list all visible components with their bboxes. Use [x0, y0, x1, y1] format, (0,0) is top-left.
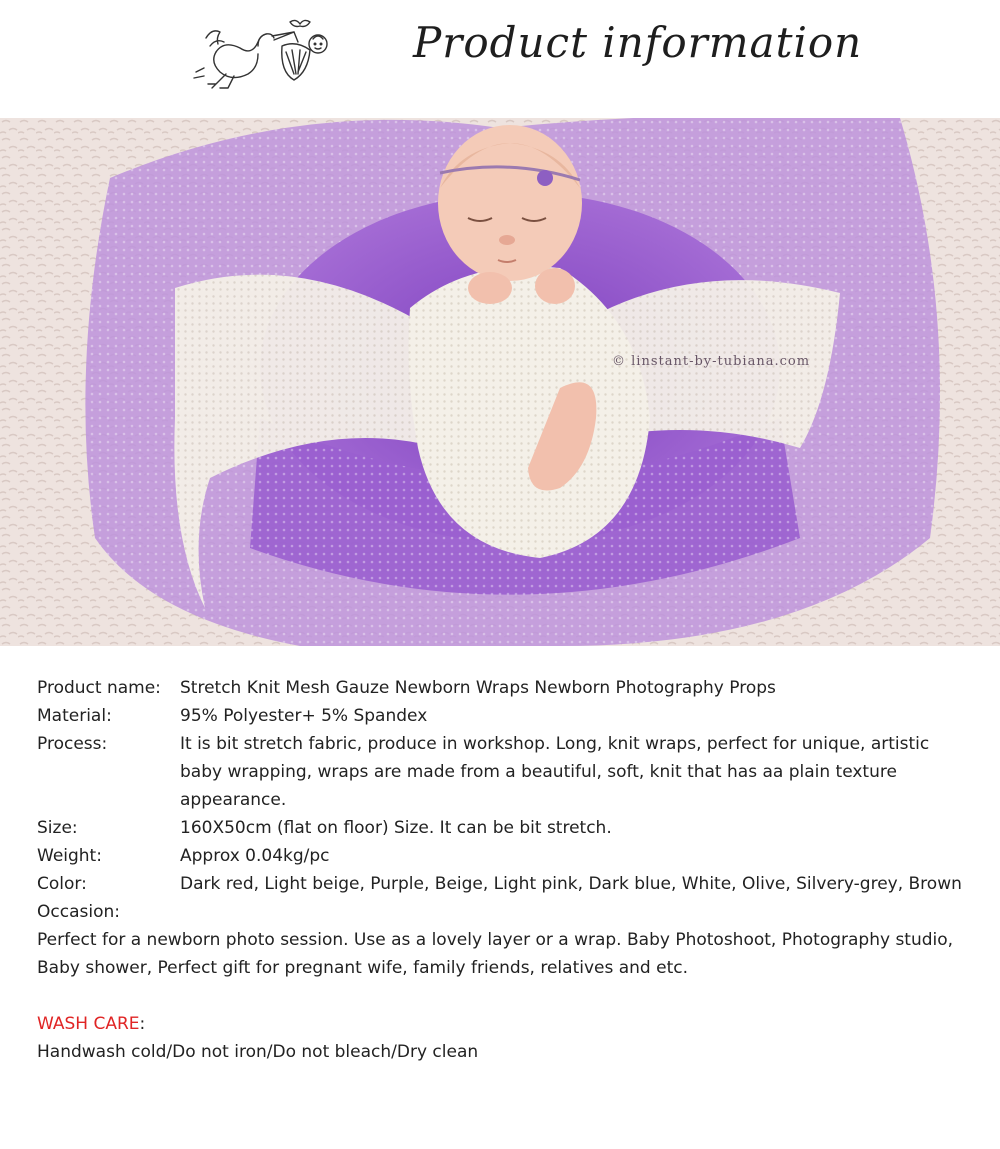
spec-label: Size:	[37, 818, 78, 838]
wash-care-colon: :	[139, 1014, 146, 1034]
spec-row-material	[37, 702, 967, 730]
wash-care-section	[37, 1010, 967, 1066]
spec-value: Stretch Knit Mesh Gauze Newborn Wraps Newborn Photography Props	[180, 678, 776, 698]
occasion-label: Occasion:	[37, 902, 120, 922]
spec-value: It is bit stretch fabric, produce in workshop. Long, knit wraps, perfect for unique, artistic baby wrapping, wraps are made from a beautiful, soft, knit that has aa plain texture appearance.	[180, 734, 930, 810]
newborn-photo-illustration	[0, 118, 1000, 646]
wash-care-heading	[37, 1010, 967, 1038]
spec-row-size	[37, 814, 967, 842]
spec-label: Weight:	[37, 846, 102, 866]
wash-care-label: WASH CARE	[37, 1014, 140, 1034]
occasion-section	[37, 898, 967, 982]
spec-label: Material:	[37, 706, 112, 726]
spec-row-color	[37, 870, 967, 898]
product-specs	[37, 674, 967, 898]
spec-label: Product name:	[37, 678, 161, 698]
spec-label: Color:	[37, 874, 87, 894]
occasion-text: Perfect for a newborn photo session. Use as a lovely layer or a wrap. Baby Photoshoot, Photography studio, Baby shower, Perfect gift for pregnant wife, family friends, relatives and etc.	[37, 930, 954, 978]
spec-row-product-name	[37, 674, 967, 702]
spec-value: 160X50cm (flat on floor) Size. It can be bit stretch.	[180, 818, 612, 838]
spec-row-process	[37, 730, 967, 814]
spec-value: Dark red, Light beige, Purple, Beige, Light pink, Dark blue, White, Olive, Silvery-grey, Brown	[180, 874, 962, 894]
header	[0, 0, 1000, 118]
spec-value: Approx 0.04kg/pc	[180, 846, 330, 866]
wash-care-text: Handwash cold/Do not iron/Do not bleach/Dry clean	[37, 1042, 479, 1062]
spec-value: 95% Polyester+ 5% Spandex	[180, 706, 428, 726]
photo-watermark: © linstant-by-tubiana.com	[612, 354, 811, 369]
page-title: Product information	[413, 18, 863, 67]
spec-label: Process:	[37, 734, 108, 754]
product-photo	[0, 118, 1000, 646]
stork-with-baby-icon	[186, 18, 336, 90]
spec-row-weight	[37, 842, 967, 870]
